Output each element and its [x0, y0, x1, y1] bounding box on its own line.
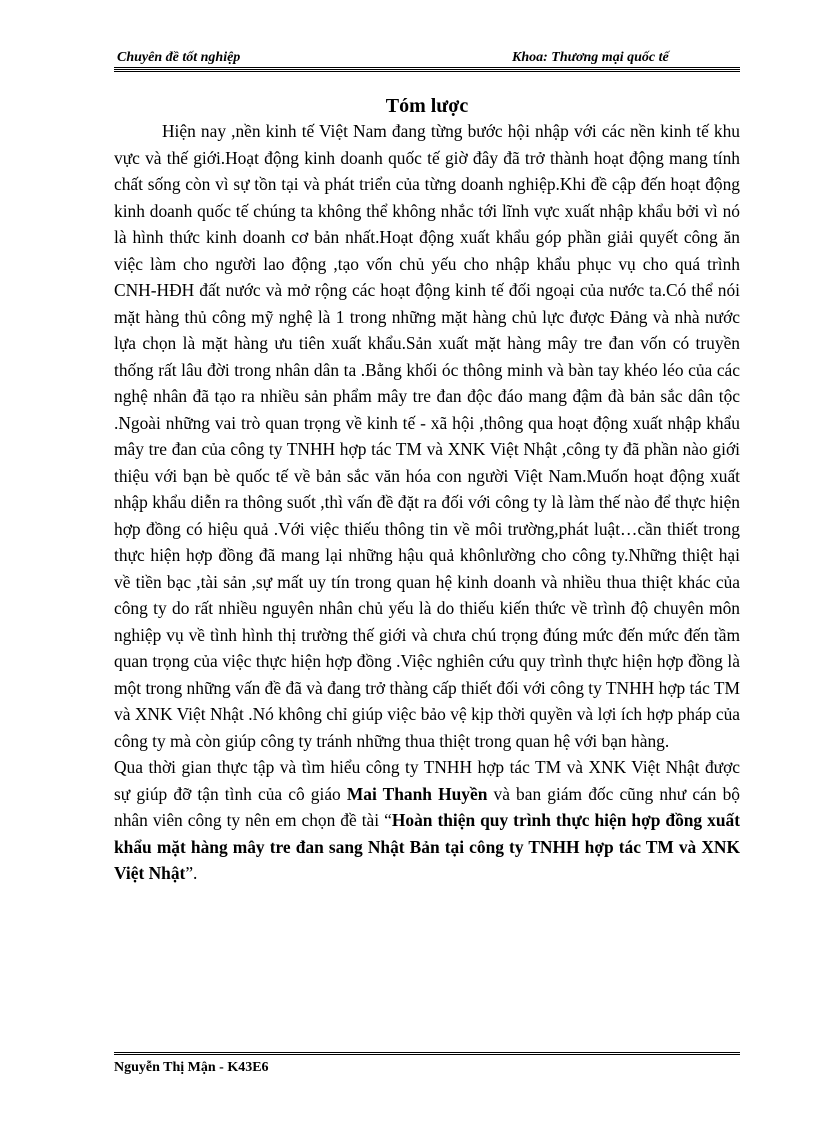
abstract-paragraph-2 [114, 754, 740, 887]
page-title: Tóm lược [385, 95, 469, 117]
thesis-topic: Hoàn thiện quy trình thực hiện hợp đồng xuất khẩu mặt hàng mây tre đan sang Nhật Bản tại công ty TNHH hợp tác TM và XNK Việt Nhật [114, 810, 740, 883]
abstract-body [114, 118, 740, 887]
header-divider [114, 67, 740, 72]
header-faculty-label: Khoa: Thương mại quốc tế [512, 50, 669, 65]
paragraph-2-end: ”. [185, 863, 198, 883]
paragraph-2-middle: và ban giám đốc cũng như cán bộ nhân viên công ty nên em chọn đề tài “ [114, 783, 740, 830]
page-header [114, 48, 740, 68]
abstract-paragraph-1: Hiện nay ,nền kinh tế Việt Nam đang từng bước hội nhập với các nền kinh tế khu vực và thế giới.Hoạt động kinh doanh quốc tế giờ đây đã trở thành hoạt động mang tính chất sống còn vì sự tồn tại và phát triển của từng doanh nghiệp.Khi đề cập đến hoạt động kinh doanh quốc tế chúng ta không thể không nhắc tới lĩnh vực xuất nhập khẩu bởi vì nó là hình thức kinh doanh cơ bản nhất.Hoạt động xuất khẩu góp phần giải quyết công ăn việc làm cho người lao động ,tạo vốn chủ yếu cho nhập khẩu phục vụ cho quá trình CNH-HĐH đất nước và mở rộng các hoạt động kinh tế đối ngoại của nước ta.Có thể nói mặt hàng thủ công mỹ nghệ là 1 trong những mặt hàng chủ lực được Đảng và nhà nước lựa chọn là mặt hàng ưu tiên xuất khẩu.Sản xuất mặt hàng mây tre đan vốn có truyền thống rất lâu đời trong nhân dân ta .Bằng khối óc thông minh và bàn tay khéo léo của các nghệ nhân đã tạo ra nhiều sản phẩm mây tre đan độc đáo mang đậm đà bản sắc dân tộc .Ngoài những vai trò quan trọng về kinh tế - xã hội ,thông qua hoạt động xuất nhập khẩu mây tre đan của công ty TNHH hợp tác TM và XNK Việt Nhật ,công ty đã phần nào giới thiệu với bạn bè quốc tế về bản sắc văn hóa con người Việt Nam.Muốn hoạt động xuất nhập khẩu diễn ra thông suốt ,thì vấn đề đặt ra đối với công ty là làm thế nào để thực hiện hợp đồng có hiệu quả .Với việc thiếu thông tin về môi trường,phát luật…cần thiết trong thực hiện hợp đồng đã mang lại những hậu quả khônlường cho công ty.Những thiệt hại về tiền bạc ,tài sản ,sự mất uy tín trong quan hệ kinh doanh và nhiều thua thiệt khác của công ty do rất nhiều nguyên nhân chủ yếu là do thiếu kiến thức về trình độ chuyên môn nghiệp vụ về tình hình thị trường thế giới và chưa chú trọng đúng mức đến mức đến tầm quan trọng của việc thực hiện hợp đồng .Việc nghiên cứu quy trình thực hiện hợp đồng là một trong những vấn đề đã và đang trở thàng cấp thiết đối với công ty TNHH hợp tác TM và XNK Việt Nhật .Nó không chỉ giúp việc bảo vệ kịp thời quyền và lợi ích hợp pháp của công ty mà còn giúp công ty tránh những thua thiệt trong quan hệ với bạn hàng. [114, 121, 740, 751]
header-thesis-label: Chuyên đề tốt nghiệp [117, 50, 241, 65]
footer-divider [114, 1052, 740, 1055]
paragraph-2-intro: Qua thời gian thực tập và tìm hiểu công ty TNHH hợp tác TM và XNK Việt Nhật được sự giúp đỡ tận tình của cô giáo [114, 757, 740, 804]
advisor-name: Mai Thanh Huyền [346, 783, 488, 804]
footer-author: Nguyễn Thị Mận - K43E6 [114, 1060, 269, 1075]
